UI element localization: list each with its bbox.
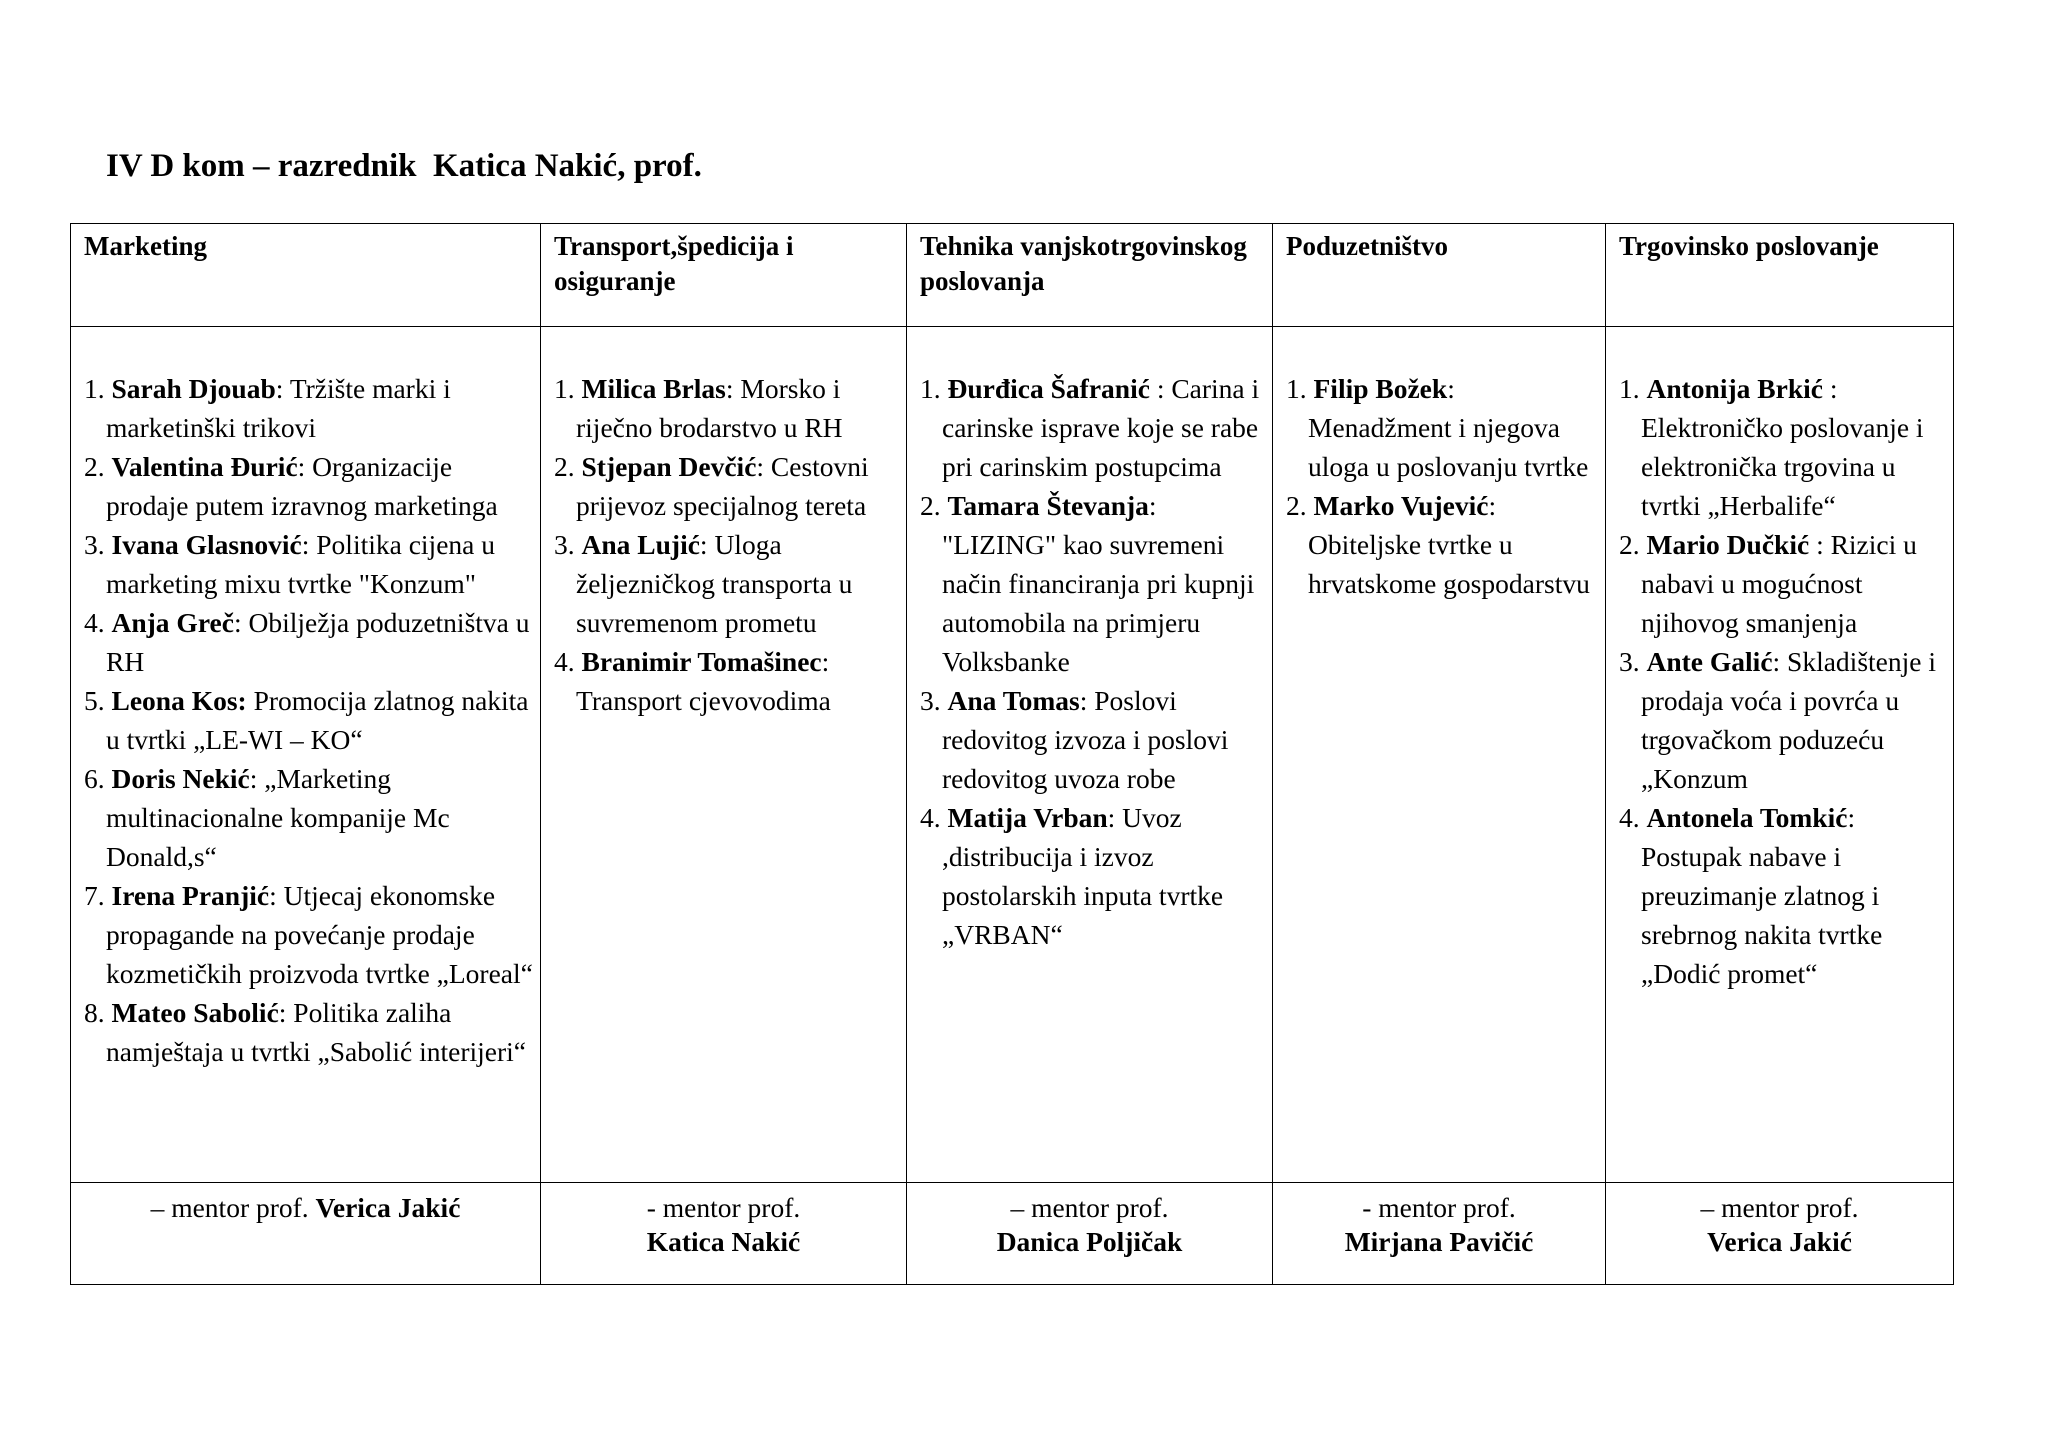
student-number: 4. xyxy=(84,607,105,638)
separator: : xyxy=(1809,529,1831,560)
student-entry xyxy=(554,642,900,720)
student-number: 4. xyxy=(1619,802,1640,833)
column-header: Poduzetništvo xyxy=(1286,231,1448,261)
student-name: Branimir Tomašinec xyxy=(581,646,822,677)
separator: : xyxy=(249,763,265,794)
student-name: Anja Greč xyxy=(111,607,234,638)
separator: : xyxy=(278,997,294,1028)
students-cell xyxy=(541,327,907,1183)
thesis-topic: Promocija zlatnog nakita u tvrtki „LE-WI – KO“ xyxy=(106,685,529,755)
student-entry xyxy=(1619,369,1947,525)
students-cell xyxy=(1606,327,1954,1183)
mentor-row xyxy=(71,1183,1954,1285)
students-row xyxy=(71,327,1954,1183)
thesis-topic: Cestovni prijevoz specijalnog tereta xyxy=(576,451,869,521)
student-entry xyxy=(84,681,534,759)
separator: : xyxy=(1079,685,1095,716)
student-list xyxy=(71,327,540,1071)
mentor-info xyxy=(71,1183,540,1225)
separator: : xyxy=(1822,373,1838,404)
separator: : xyxy=(1149,373,1172,404)
student-entry xyxy=(920,798,1266,954)
separator: : xyxy=(1847,802,1856,833)
thesis-topic: Politika zaliha namještaja u tvrtki „Sabolić interijeri“ xyxy=(106,997,526,1067)
column-header: Tehnika vanjskotrgovinskog poslovanja xyxy=(920,231,1247,296)
mentor-prefix: – mentor prof. xyxy=(1010,1192,1169,1223)
thesis-topic: Obilježja poduzetništva u RH xyxy=(106,607,530,677)
student-number: 1. xyxy=(1619,373,1640,404)
student-number: 3. xyxy=(84,529,105,560)
student-name: Tamara Števanja xyxy=(947,490,1149,521)
separator: : xyxy=(725,373,741,404)
student-entry xyxy=(1619,642,1947,798)
student-number: 7. xyxy=(84,880,105,911)
student-name: Ante Galić xyxy=(1646,646,1773,677)
thesis-topic: Transport cjevovodima xyxy=(576,685,831,716)
student-entry xyxy=(554,525,900,642)
thesis-topic: Tržište marki i marketinški trikovi xyxy=(106,373,451,443)
thesis-topic: Carina i carinske isprave koje se rabe pri carinskim postupcima xyxy=(942,373,1260,482)
student-entry xyxy=(1286,369,1599,486)
student-name: Valentina Đurić xyxy=(111,451,298,482)
separator: : xyxy=(756,451,771,482)
thesis-topic: Rizici u nabavi u mogućnost njihovog smanjenja xyxy=(1641,529,1917,638)
separator: : xyxy=(301,529,317,560)
separator: : xyxy=(1447,373,1455,404)
student-entry xyxy=(84,876,534,993)
mentor-name: Danica Poljičak xyxy=(996,1226,1183,1257)
student-name: Ana Lujić xyxy=(581,529,700,560)
student-entry xyxy=(920,486,1266,681)
header-cell xyxy=(907,224,1273,327)
student-number: 3. xyxy=(1619,646,1640,677)
student-entry xyxy=(920,369,1266,486)
student-name: Ivana Glasnović xyxy=(111,529,302,560)
student-name: Irena Pranjić xyxy=(111,880,270,911)
student-number: 2. xyxy=(554,451,575,482)
student-name: Antonela Tomkić xyxy=(1646,802,1848,833)
student-number: 2. xyxy=(1286,490,1307,521)
thesis-topic: Elektroničko poslovanje i elektronička trgovina u tvrtki „Herbalife“ xyxy=(1641,412,1924,521)
student-number: 3. xyxy=(920,685,941,716)
student-number: 2. xyxy=(84,451,105,482)
thesis-topic: Utjecaj ekonomske propagande na povećanje prodaje kozmetičkih proizvoda tvrtke „Loreal“ xyxy=(106,880,533,989)
thesis-topic: Politika cijena u marketing mixu tvrtke "Konzum" xyxy=(106,529,495,599)
student-entry xyxy=(84,525,534,603)
header-cell xyxy=(541,224,907,327)
student-number: 6. xyxy=(84,763,105,794)
thesis-topic: „Marketing multinacionalne kompanije Mc Donald,s“ xyxy=(106,763,450,872)
student-name: Mateo Sabolić xyxy=(111,997,279,1028)
student-name: Doris Nekić xyxy=(111,763,250,794)
separator: : xyxy=(275,373,290,404)
thesis-topic: Menadžment i njegova uloga u poslovanju tvrtke xyxy=(1308,412,1589,482)
student-number: 4. xyxy=(920,802,941,833)
student-name: Đurđica Šafranić xyxy=(947,373,1150,404)
student-entry xyxy=(84,603,534,681)
separator: : xyxy=(1488,490,1497,521)
column-header: Marketing xyxy=(84,231,207,261)
thesis-topic: Uloga željezničkog transporta u suvremenom prometu xyxy=(576,529,853,638)
page-title: IV D kom – razrednik Katica Nakić, prof. xyxy=(106,148,702,184)
thesis-topic: "LIZING" kao suvremeni način financiranja pri kupnji automobila na primjeru Volksbanke xyxy=(942,529,1255,677)
student-number: 1. xyxy=(920,373,941,404)
student-name: Filip Božek xyxy=(1313,373,1448,404)
thesis-topic: Postupak nabave i preuzimanje zlatnog i srebrnog nakita tvrtke „Dodić promet“ xyxy=(1641,841,1883,989)
student-entry xyxy=(1619,525,1947,642)
students-cell xyxy=(1273,327,1606,1183)
student-list xyxy=(907,327,1272,954)
mentor-cell xyxy=(907,1183,1273,1285)
separator: : xyxy=(1107,802,1123,833)
mentor-prefix: – mentor prof. xyxy=(150,1192,309,1223)
student-entry xyxy=(920,681,1266,798)
student-entry xyxy=(554,447,900,525)
header-cell xyxy=(71,224,541,327)
student-name: Antonija Brkić xyxy=(1646,373,1823,404)
student-list xyxy=(541,327,906,720)
student-number: 4. xyxy=(554,646,575,677)
thesis-topic: Poslovi redovitog izvoza i poslovi redovitog uvoza robe xyxy=(942,685,1229,794)
column-header: Trgovinsko poslovanje xyxy=(1619,231,1879,261)
student-entry xyxy=(554,369,900,447)
student-name: Mario Dučkić xyxy=(1646,529,1810,560)
student-name: Stjepan Devčić xyxy=(581,451,757,482)
student-name: Milica Brlas xyxy=(581,373,726,404)
student-number: 1. xyxy=(554,373,575,404)
mentor-cell xyxy=(71,1183,541,1285)
student-number: 1. xyxy=(84,373,105,404)
mentor-cell xyxy=(541,1183,907,1285)
header-cell xyxy=(1606,224,1954,327)
header-row xyxy=(71,224,1954,327)
student-number: 8. xyxy=(84,997,105,1028)
student-entry xyxy=(1286,486,1599,603)
mentor-name: Verica Jakić xyxy=(1707,1226,1852,1257)
thesis-topic: Obiteljske tvrtke u hrvatskome gospodarstvu xyxy=(1308,529,1590,599)
student-name: Sarah Djouab xyxy=(111,373,276,404)
header-cell xyxy=(1273,224,1606,327)
separator: : xyxy=(269,880,284,911)
mentor-prefix: – mentor prof. xyxy=(1700,1192,1859,1223)
student-number: 2. xyxy=(920,490,941,521)
student-name: Marko Vujević xyxy=(1313,490,1489,521)
separator: : xyxy=(233,607,249,638)
separator xyxy=(247,685,254,716)
student-list xyxy=(1606,327,1953,993)
student-number: 1. xyxy=(1286,373,1307,404)
mentor-prefix: - mentor prof. xyxy=(646,1192,801,1223)
student-entry xyxy=(84,759,534,876)
separator: : xyxy=(1772,646,1788,677)
column-header: Transport,špedicija i osiguranje xyxy=(554,231,794,296)
mentor-info xyxy=(907,1183,1272,1259)
mentor-name: Verica Jakić xyxy=(315,1192,461,1223)
student-name: Leona Kos: xyxy=(111,685,247,716)
topics-table xyxy=(70,223,1954,1285)
student-number: 2. xyxy=(1619,529,1640,560)
thesis-topic: Organizacije prodaje putem izravnog marketinga xyxy=(106,451,498,521)
mentor-name: Mirjana Pavičić xyxy=(1344,1226,1534,1257)
mentor-cell xyxy=(1273,1183,1606,1285)
student-entry xyxy=(84,993,534,1071)
student-number: 5. xyxy=(84,685,105,716)
separator: : xyxy=(699,529,715,560)
separator: : xyxy=(297,451,313,482)
students-cell xyxy=(71,327,541,1183)
mentor-info xyxy=(541,1183,906,1259)
student-entry xyxy=(1619,798,1947,993)
mentor-info xyxy=(1606,1183,1953,1259)
mentor-cell xyxy=(1606,1183,1954,1285)
mentor-name: Katica Nakić xyxy=(646,1226,801,1257)
mentor-info xyxy=(1273,1183,1605,1259)
separator: : xyxy=(821,646,830,677)
separator: : xyxy=(1148,490,1157,521)
student-entry xyxy=(84,369,534,447)
thesis-topic: Skladištenje i prodaja voća i povrća u trgovačkom poduzeću „Konzum xyxy=(1641,646,1936,794)
thesis-topic: Morsko i riječno brodarstvo u RH xyxy=(576,373,843,443)
student-name: Matija Vrban xyxy=(947,802,1108,833)
student-number: 3. xyxy=(554,529,575,560)
students-cell xyxy=(907,327,1273,1183)
student-name: Ana Tomas xyxy=(947,685,1080,716)
mentor-prefix: - mentor prof. xyxy=(1362,1192,1516,1223)
thesis-topic: Uvoz ,distribucija i izvoz postolarskih inputa tvrtke „VRBAN“ xyxy=(942,802,1224,950)
student-list xyxy=(1273,327,1605,603)
student-entry xyxy=(84,447,534,525)
